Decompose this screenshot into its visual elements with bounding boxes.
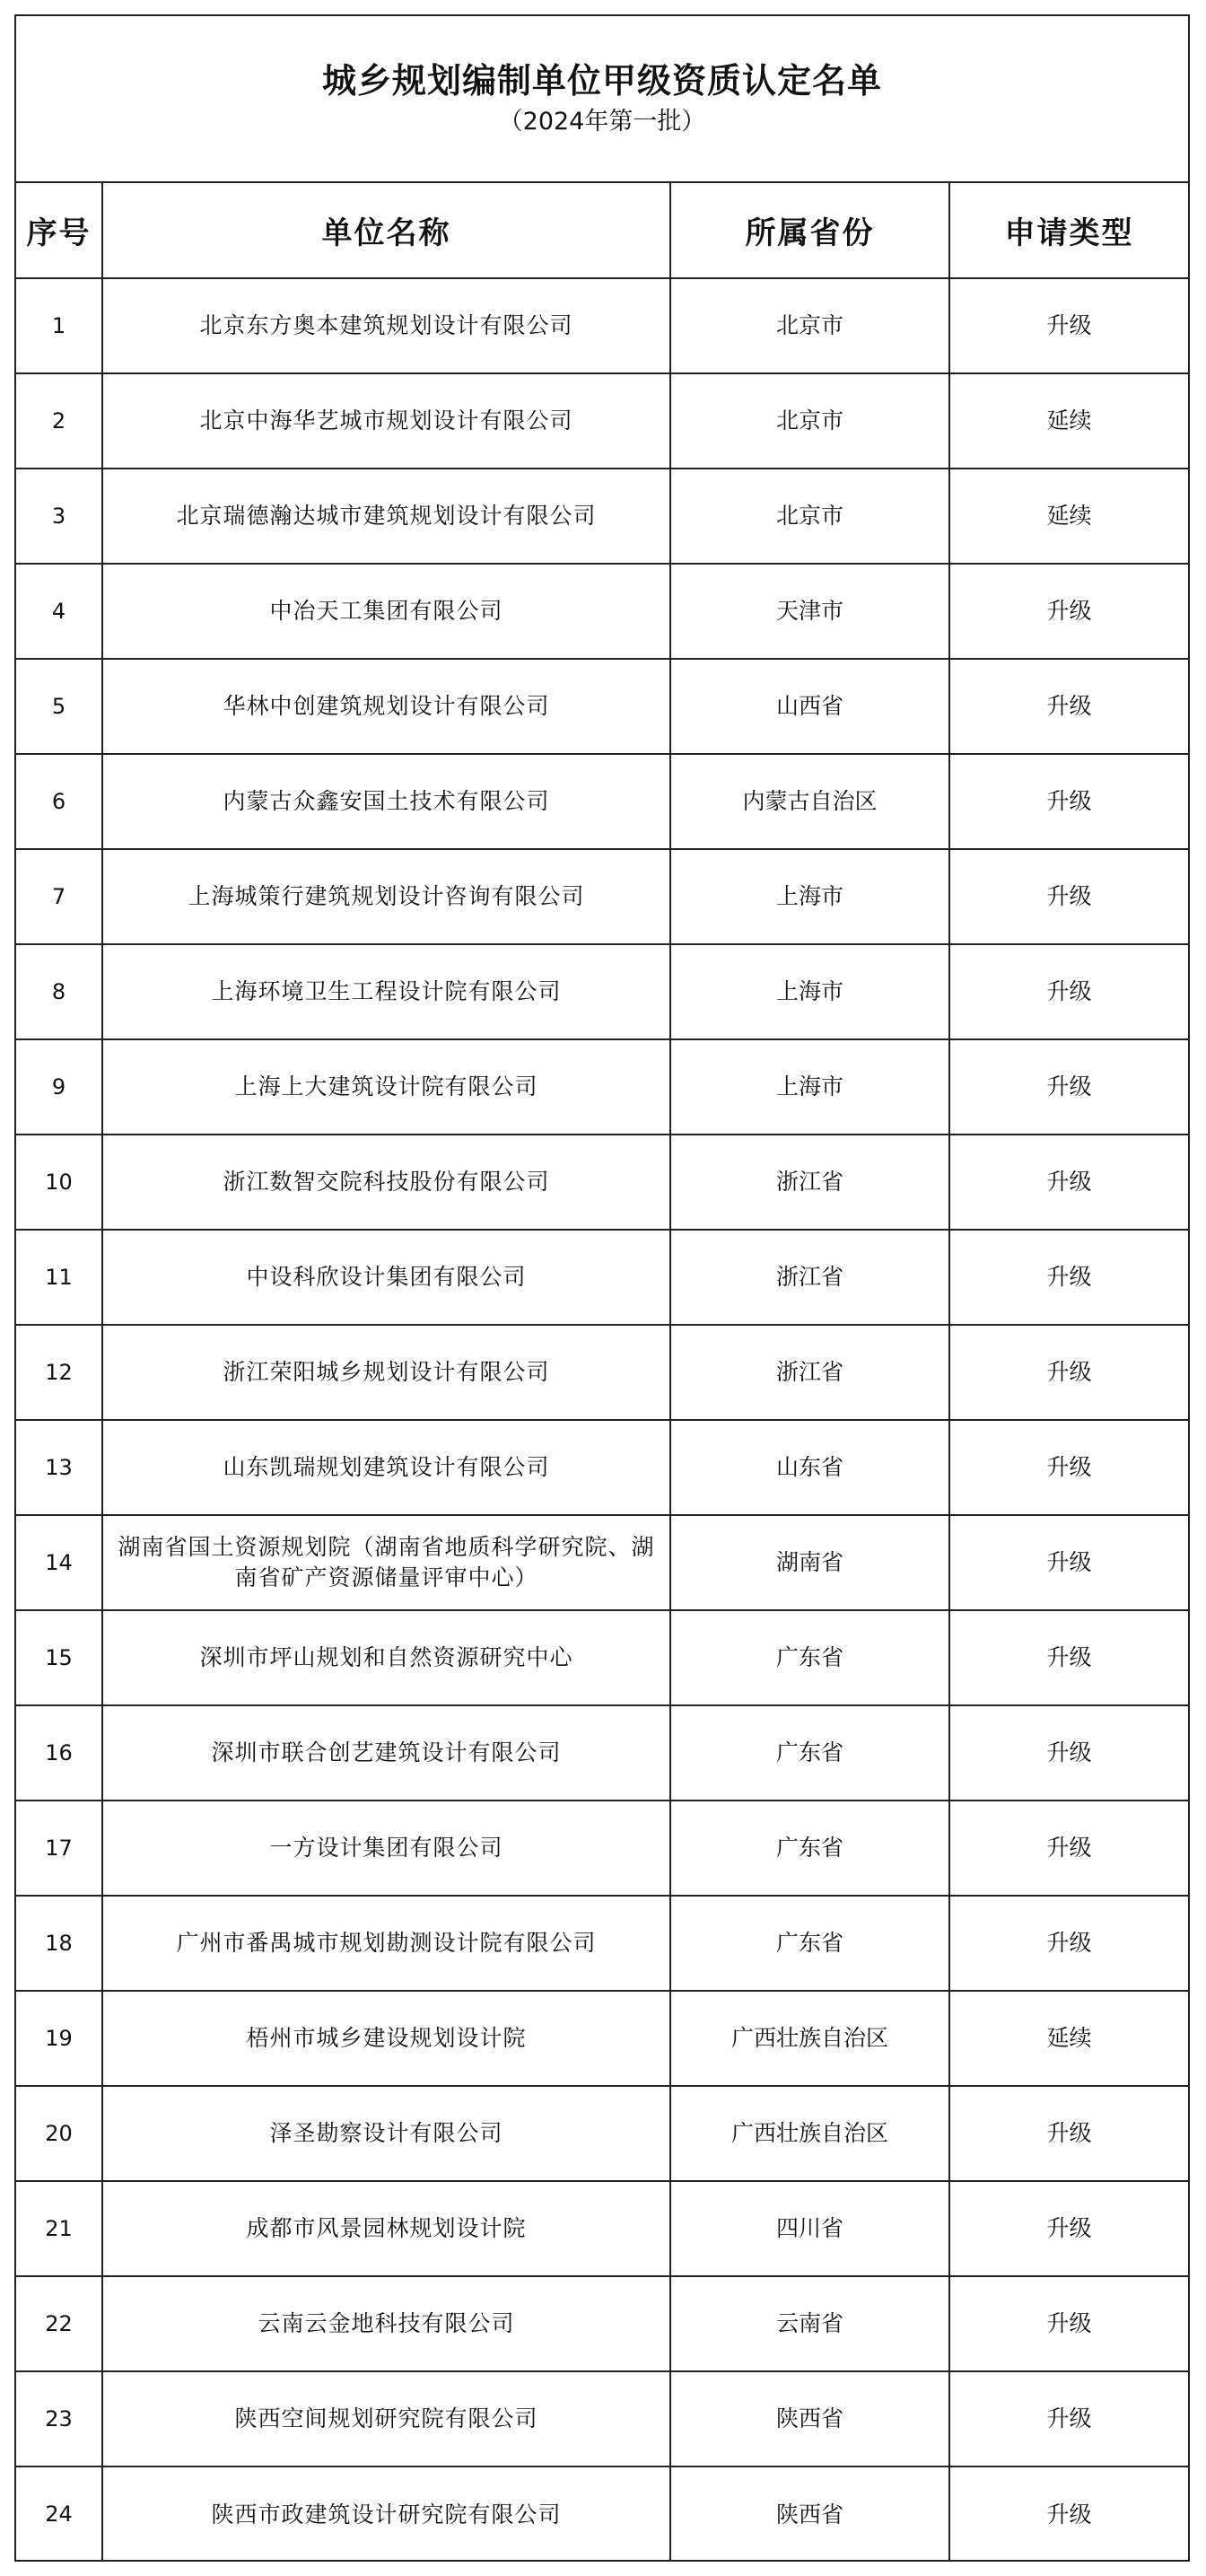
header-type: 申请类型	[949, 183, 1188, 278]
row-application-type: 升级	[949, 659, 1188, 754]
table-row	[16, 2181, 1188, 2276]
row-index: 15	[16, 1610, 102, 1705]
row-index: 13	[16, 1420, 102, 1515]
row-index: 11	[16, 1230, 102, 1325]
row-unit-name: 上海环境卫生工程设计院有限公司	[102, 944, 670, 1039]
table-row	[16, 2086, 1188, 2181]
row-application-type: 升级	[949, 2371, 1188, 2466]
row-application-type: 升级	[949, 2276, 1188, 2371]
row-unit-name: 梧州市城乡建设规划设计院	[102, 1991, 670, 2086]
table-row	[16, 754, 1188, 849]
row-application-type: 升级	[949, 849, 1188, 944]
table-row	[16, 1230, 1188, 1325]
table-row	[16, 1420, 1188, 1515]
document-sheet	[14, 14, 1190, 2562]
table-row	[16, 944, 1188, 1039]
title-block	[16, 16, 1188, 183]
row-province: 广西壮族自治区	[670, 1991, 949, 2086]
row-application-type: 升级	[949, 754, 1188, 849]
row-province: 上海市	[670, 849, 949, 944]
table-row	[16, 2466, 1188, 2562]
row-unit-name: 上海上大建筑设计院有限公司	[102, 1039, 670, 1135]
row-unit-name: 陕西空间规划研究院有限公司	[102, 2371, 670, 2466]
row-index: 12	[16, 1325, 102, 1420]
row-province: 浙江省	[670, 1325, 949, 1420]
row-unit-name: 山东凯瑞规划建筑设计有限公司	[102, 1420, 670, 1515]
row-index: 17	[16, 1801, 102, 1896]
row-unit-name: 浙江荣阳城乡规划设计有限公司	[102, 1325, 670, 1420]
row-unit-name: 北京东方奥本建筑规划设计有限公司	[102, 278, 670, 373]
row-unit-name: 华林中创建筑规划设计有限公司	[102, 659, 670, 754]
row-province: 广东省	[670, 1896, 949, 1991]
row-unit-name: 云南云金地科技有限公司	[102, 2276, 670, 2371]
row-application-type: 升级	[949, 1896, 1188, 1991]
header-index: 序号	[16, 183, 102, 278]
row-index: 9	[16, 1039, 102, 1135]
row-province: 北京市	[670, 373, 949, 469]
table-row	[16, 1991, 1188, 2086]
table-row	[16, 469, 1188, 564]
row-unit-name: 北京中海华艺城市规划设计有限公司	[102, 373, 670, 469]
row-application-type: 延续	[949, 1991, 1188, 2086]
table-row	[16, 1039, 1188, 1135]
header-province: 所属省份	[670, 183, 949, 278]
row-province: 北京市	[670, 469, 949, 564]
row-unit-name: 内蒙古众鑫安国土技术有限公司	[102, 754, 670, 849]
row-application-type: 升级	[949, 1515, 1188, 1610]
row-application-type: 升级	[949, 1610, 1188, 1705]
qualification-table	[16, 183, 1188, 2562]
row-unit-name: 一方设计集团有限公司	[102, 1801, 670, 1896]
table-row	[16, 2276, 1188, 2371]
row-unit-name: 浙江数智交院科技股份有限公司	[102, 1135, 670, 1230]
row-province: 云南省	[670, 2276, 949, 2371]
row-index: 18	[16, 1896, 102, 1991]
row-province: 天津市	[670, 564, 949, 659]
row-province: 浙江省	[670, 1135, 949, 1230]
table-row	[16, 659, 1188, 754]
row-province: 北京市	[670, 278, 949, 373]
header-name: 单位名称	[102, 183, 670, 278]
row-province: 山西省	[670, 659, 949, 754]
row-province: 广西壮族自治区	[670, 2086, 949, 2181]
row-unit-name: 广州市番禺城市规划勘测设计院有限公司	[102, 1896, 670, 1991]
table-row	[16, 373, 1188, 469]
row-index: 10	[16, 1135, 102, 1230]
row-index: 8	[16, 944, 102, 1039]
row-province: 山东省	[670, 1420, 949, 1515]
row-province: 广东省	[670, 1801, 949, 1896]
table-row	[16, 2371, 1188, 2466]
row-application-type: 升级	[949, 944, 1188, 1039]
row-index: 4	[16, 564, 102, 659]
row-application-type: 升级	[949, 2466, 1188, 2562]
row-application-type: 延续	[949, 373, 1188, 469]
table-row	[16, 1896, 1188, 1991]
row-unit-name: 中设科欣设计集团有限公司	[102, 1230, 670, 1325]
table-row	[16, 1135, 1188, 1230]
row-unit-name: 泽圣勘察设计有限公司	[102, 2086, 670, 2181]
row-index: 6	[16, 754, 102, 849]
document-title: 城乡规划编制单位甲级资质认定名单	[321, 61, 882, 101]
table-row	[16, 1610, 1188, 1705]
row-index: 20	[16, 2086, 102, 2181]
row-unit-name: 上海城策行建筑规划设计咨询有限公司	[102, 849, 670, 944]
row-index: 5	[16, 659, 102, 754]
row-index: 3	[16, 469, 102, 564]
document-subtitle: （2024年第一批）	[498, 107, 706, 136]
row-province: 内蒙古自治区	[670, 754, 949, 849]
table-row	[16, 1705, 1188, 1801]
row-province: 上海市	[670, 1039, 949, 1135]
row-application-type: 升级	[949, 1135, 1188, 1230]
row-unit-name: 北京瑞德瀚达城市建筑规划设计有限公司	[102, 469, 670, 564]
table-row	[16, 849, 1188, 944]
row-unit-name: 湖南省国土资源规划院（湖南省地质科学研究院、湖南省矿产资源储量评审中心）	[102, 1515, 670, 1610]
table-row	[16, 1325, 1188, 1420]
row-province: 四川省	[670, 2181, 949, 2276]
table-header-row	[16, 183, 1188, 278]
row-index: 2	[16, 373, 102, 469]
row-application-type: 延续	[949, 469, 1188, 564]
row-unit-name: 成都市风景园林规划设计院	[102, 2181, 670, 2276]
row-application-type: 升级	[949, 564, 1188, 659]
row-province: 陕西省	[670, 2466, 949, 2562]
row-application-type: 升级	[949, 278, 1188, 373]
row-province: 浙江省	[670, 1230, 949, 1325]
row-index: 7	[16, 849, 102, 944]
row-application-type: 升级	[949, 2086, 1188, 2181]
row-index: 22	[16, 2276, 102, 2371]
row-province: 广东省	[670, 1610, 949, 1705]
row-application-type: 升级	[949, 1325, 1188, 1420]
row-index: 1	[16, 278, 102, 373]
row-unit-name: 深圳市联合创艺建筑设计有限公司	[102, 1705, 670, 1801]
table-row	[16, 564, 1188, 659]
row-unit-name: 中冶天工集团有限公司	[102, 564, 670, 659]
row-province: 广东省	[670, 1705, 949, 1801]
row-index: 21	[16, 2181, 102, 2276]
row-index: 14	[16, 1515, 102, 1610]
table-row	[16, 278, 1188, 373]
row-application-type: 升级	[949, 1420, 1188, 1515]
row-application-type: 升级	[949, 1230, 1188, 1325]
table-body	[16, 278, 1188, 2562]
row-province: 湖南省	[670, 1515, 949, 1610]
row-application-type: 升级	[949, 1039, 1188, 1135]
row-application-type: 升级	[949, 1705, 1188, 1801]
row-province: 陕西省	[670, 2371, 949, 2466]
row-index: 24	[16, 2466, 102, 2562]
table-row	[16, 1801, 1188, 1896]
row-province: 上海市	[670, 944, 949, 1039]
row-index: 19	[16, 1991, 102, 2086]
table-row	[16, 1515, 1188, 1610]
row-unit-name: 深圳市坪山规划和自然资源研究中心	[102, 1610, 670, 1705]
row-index: 23	[16, 2371, 102, 2466]
row-index: 16	[16, 1705, 102, 1801]
row-application-type: 升级	[949, 2181, 1188, 2276]
row-unit-name: 陕西市政建筑设计研究院有限公司	[102, 2466, 670, 2562]
row-application-type: 升级	[949, 1801, 1188, 1896]
